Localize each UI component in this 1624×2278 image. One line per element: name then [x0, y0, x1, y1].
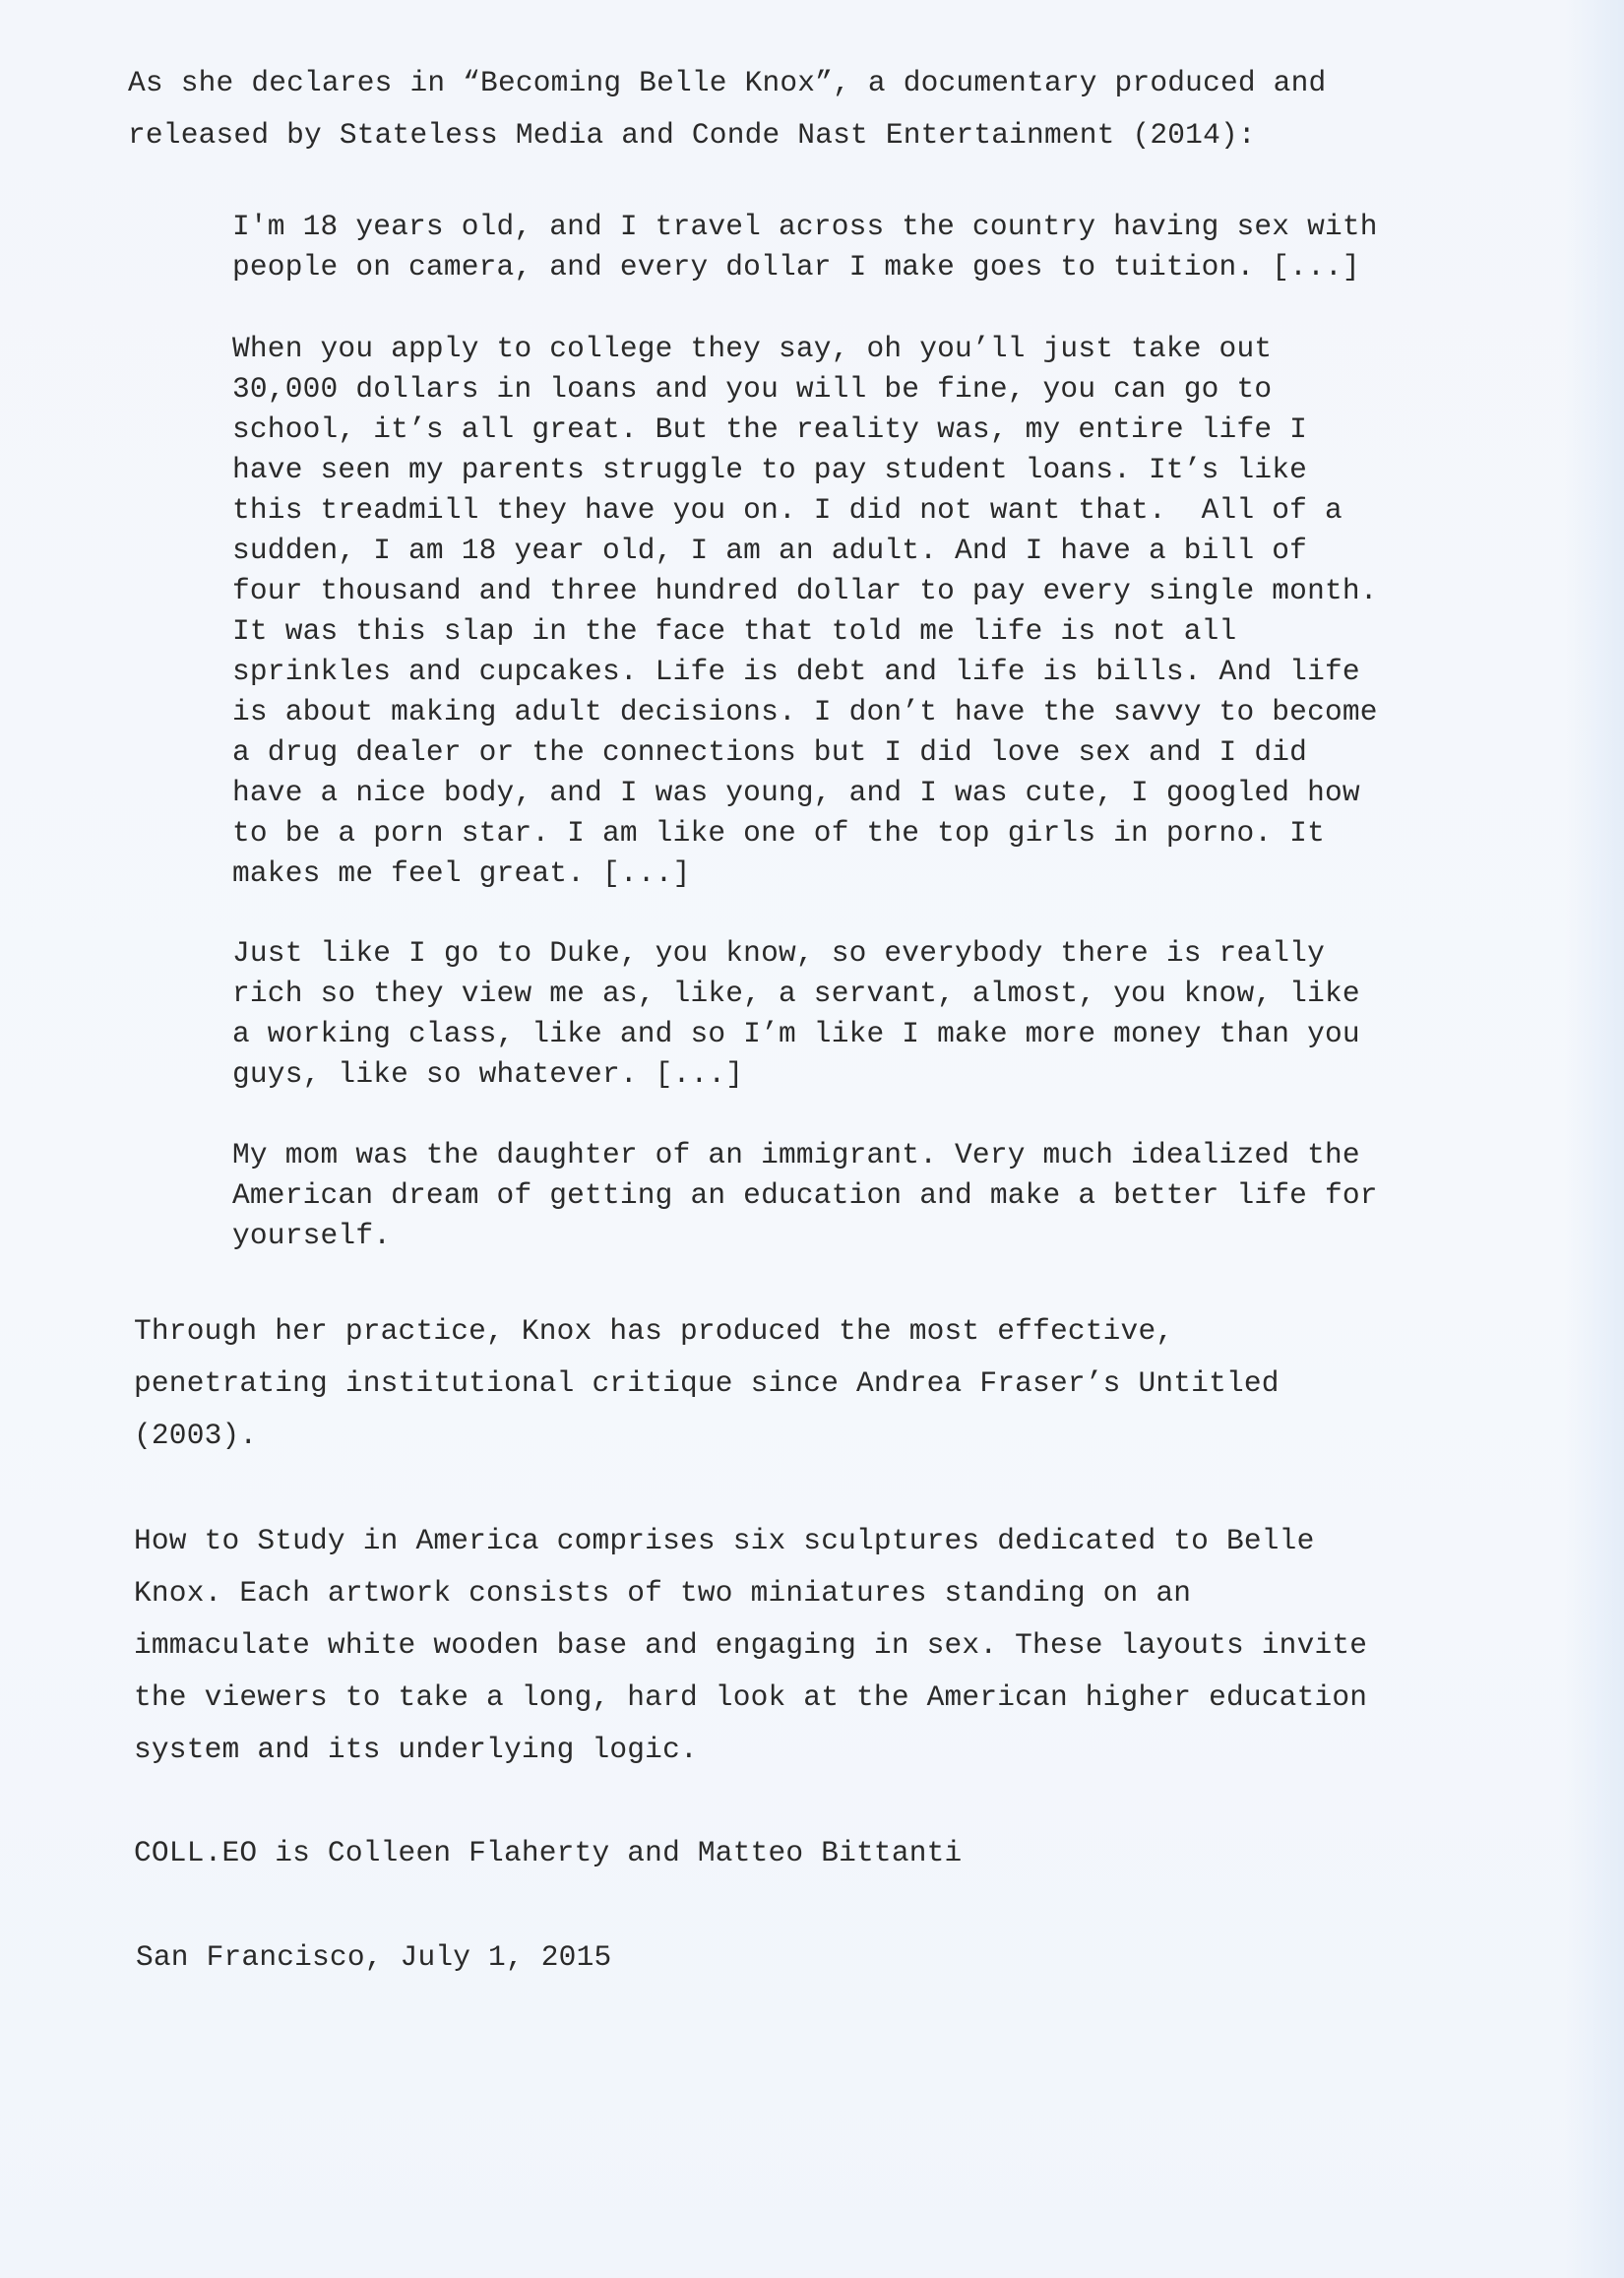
quote-paragraph-2: When you apply to college they say, oh you’ll just take out 30,000 dollars in loans and you will be fine, you can go to school, it’s all great. But the reality was, my entire life I have seen my parents struggle to pay student loans. It’s like this treadmill they have you on. I did not want that. All of a sudden, I am 18 year old, I am an adult. And I have a bill of four thousand and three hundred dollar to pay every single month. It was this slap in the face that told me life is not all sprinkles and cupcakes. Life is debt and life is bills. And life is about making adult decisions. I don’t have the savvy to become a drug dealer or the connections but I did love sex and I did have a nice body, and I was young, and I was cute, I googled how to be a porn star. I am like one of the top girls in porno. It makes me feel great. [...] — [232, 332, 1378, 890]
place-date-line: San Francisco, July 1, 2015 — [136, 1940, 612, 1974]
critique-paragraph: Through her practice, Knox has produced the most effective, penetrating institutional critique since Andrea Fraser’s Untitled (2003). — [134, 1314, 1280, 1452]
description-paragraph: How to Study in America comprises six sculptures dedicated to Belle Knox. Each artwork consists of two miniatures standing on an immaculate white wooden base and engaging in sex. These layouts invite the viewers to take a long, hard look at the American higher education system and its underlying logic. — [134, 1524, 1368, 1766]
credit-line: COLL.EO is Colleen Flaherty and Matteo Bittanti — [134, 1836, 963, 1869]
quote-paragraph-4: My mom was the daughter of an immigrant. Very much idealized the American dream of getting an education and make a better life for yourself. — [232, 1138, 1378, 1252]
quote-paragraph-3: Just like I go to Duke, you know, so everybody there is really rich so they view me as, like, a servant, almost, you know, like a working class, like and so I’m like I make more money than you guys, like so whatever. [...] — [232, 936, 1360, 1091]
quote-paragraph-1: I'm 18 years old, and I travel across the country having sex with people on camera, and every dollar I make goes to tuition. [...] — [232, 210, 1378, 284]
intro-paragraph: As she declares in “Becoming Belle Knox”, a documentary produced and released by Stateless Media and Conde Nast Entertainment (2014): — [128, 66, 1327, 152]
